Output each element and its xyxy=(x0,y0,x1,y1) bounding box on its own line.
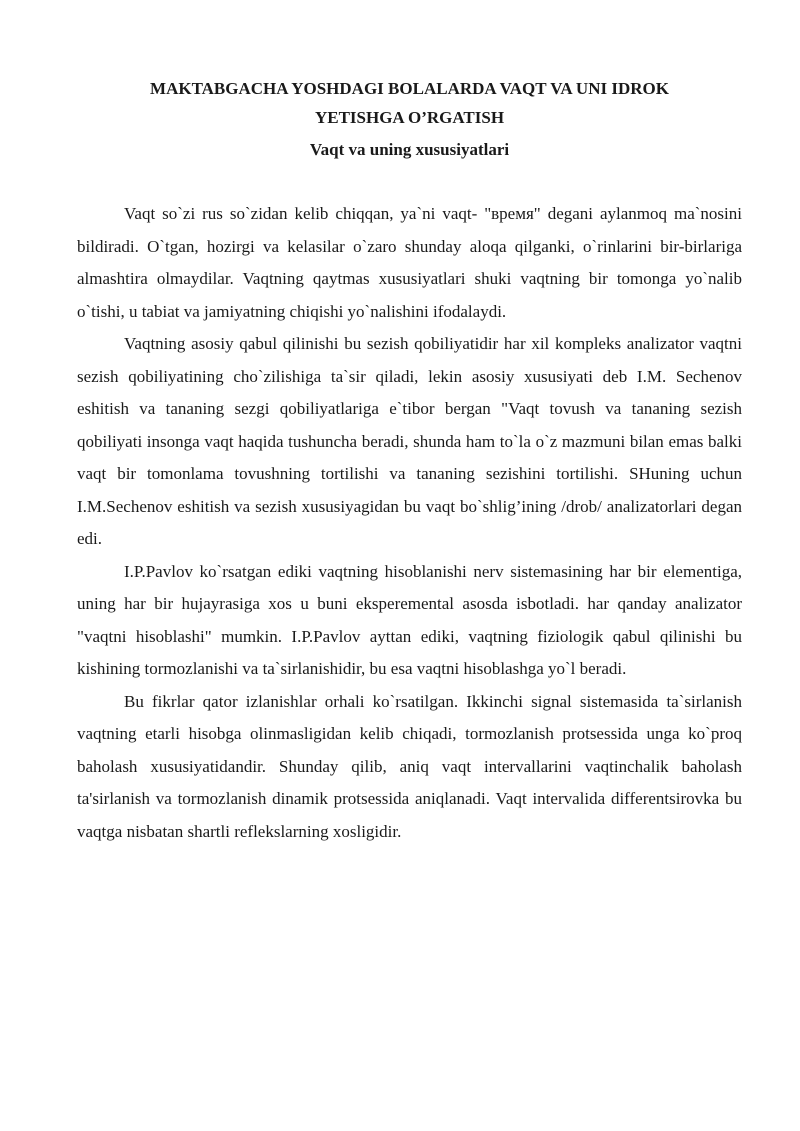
paragraph: Vaqtning asosiy qabul qilinishi bu sezish qobiliyatidir har xil kompleks analizator vaqtni sezish qobiliyatining cho`zilishiga ta`sir qiladi, lekin asosiy xususiyati deb I.M. Sechenov eshitish va tananing sezgi qobiliyatlariga e`tibor bergan "Vaqt tovush va tananing sezish qobiliyati insonga vaqt haqida tushuncha beradi, shunda ham to`la o`z mazmuni bilan emas balki vaqt bir tomonlama tovushning tortilishi va tananing sezishini tortilishi. SHuning uchun I.M.Sechenov eshitish va sezish xususiyagidan bu vaqt bo`shlig’ining /drob/ analizatorlari degan edi. xyxy=(77,334,742,548)
document-page xyxy=(77,74,742,848)
paragraph: Bu fikrlar qator izlanishlar orhali ko`rsatilgan. Ikkinchi signal sistemasida ta`sirlanish vaqtning etarli hisobga olinmasligidan kelib chiqadi, tormozlanish protsessida unga ko`proq baholash xususiyatidandir. Shunday qilib, aniq vaqt intervallarini vaqtinchalik baholash ta'sirlanish va tormozlanish dinamik protsessida aniqlanadi. Vaqt intervalida differentsirovka bu vaqtga nisbatan shartli reflekslarning xosligidir. xyxy=(77,691,742,841)
document-title-line-2: YETISHGA O’RGATISH xyxy=(314,108,505,127)
document-subtitle: Vaqt va uning xususiyatlari xyxy=(309,140,510,159)
paragraph: I.P.Pavlov ko`rsatgan ediki vaqtning hisoblanishi nerv sistemasining har bir elementiga, uning har bir hujayrasiga xos u buni eksperemental asosda isbotladi. har qanday analizator "vaqtni hisoblashi" mumkin. I.P.Pavlov ayttan ediki, vaqtning fiziologik qabul qilinishi bu kishining tormozlanishi va ta`sirlanishidir, bu esa vaqtni hisoblashga yo`l beradi. xyxy=(77,561,742,678)
document-body xyxy=(77,198,742,848)
paragraph: Vaqt so`zi rus so`zidan kelib chiqqan, ya`ni vaqt- "время" degani aylanmoq ma`nosini bildiradi. O`tgan, hozirgi va kelasilar o`zaro shunday aloqa qilganki, o`rinlarini bir-birlariga almashtira olmaydilar. Vaqtning qaytmas xususiyatlari shuki vaqtning bir tomonga yo`nalib o`tishi, u tabiat va jamiyatning chiqishi yo`nalishini ifodalaydi. xyxy=(77,204,742,321)
document-title xyxy=(77,74,742,132)
document-title-line-1: MAKTABGACHA YOSHDAGI BOLALARDA VAQT VA UNI IDROK xyxy=(150,79,669,98)
